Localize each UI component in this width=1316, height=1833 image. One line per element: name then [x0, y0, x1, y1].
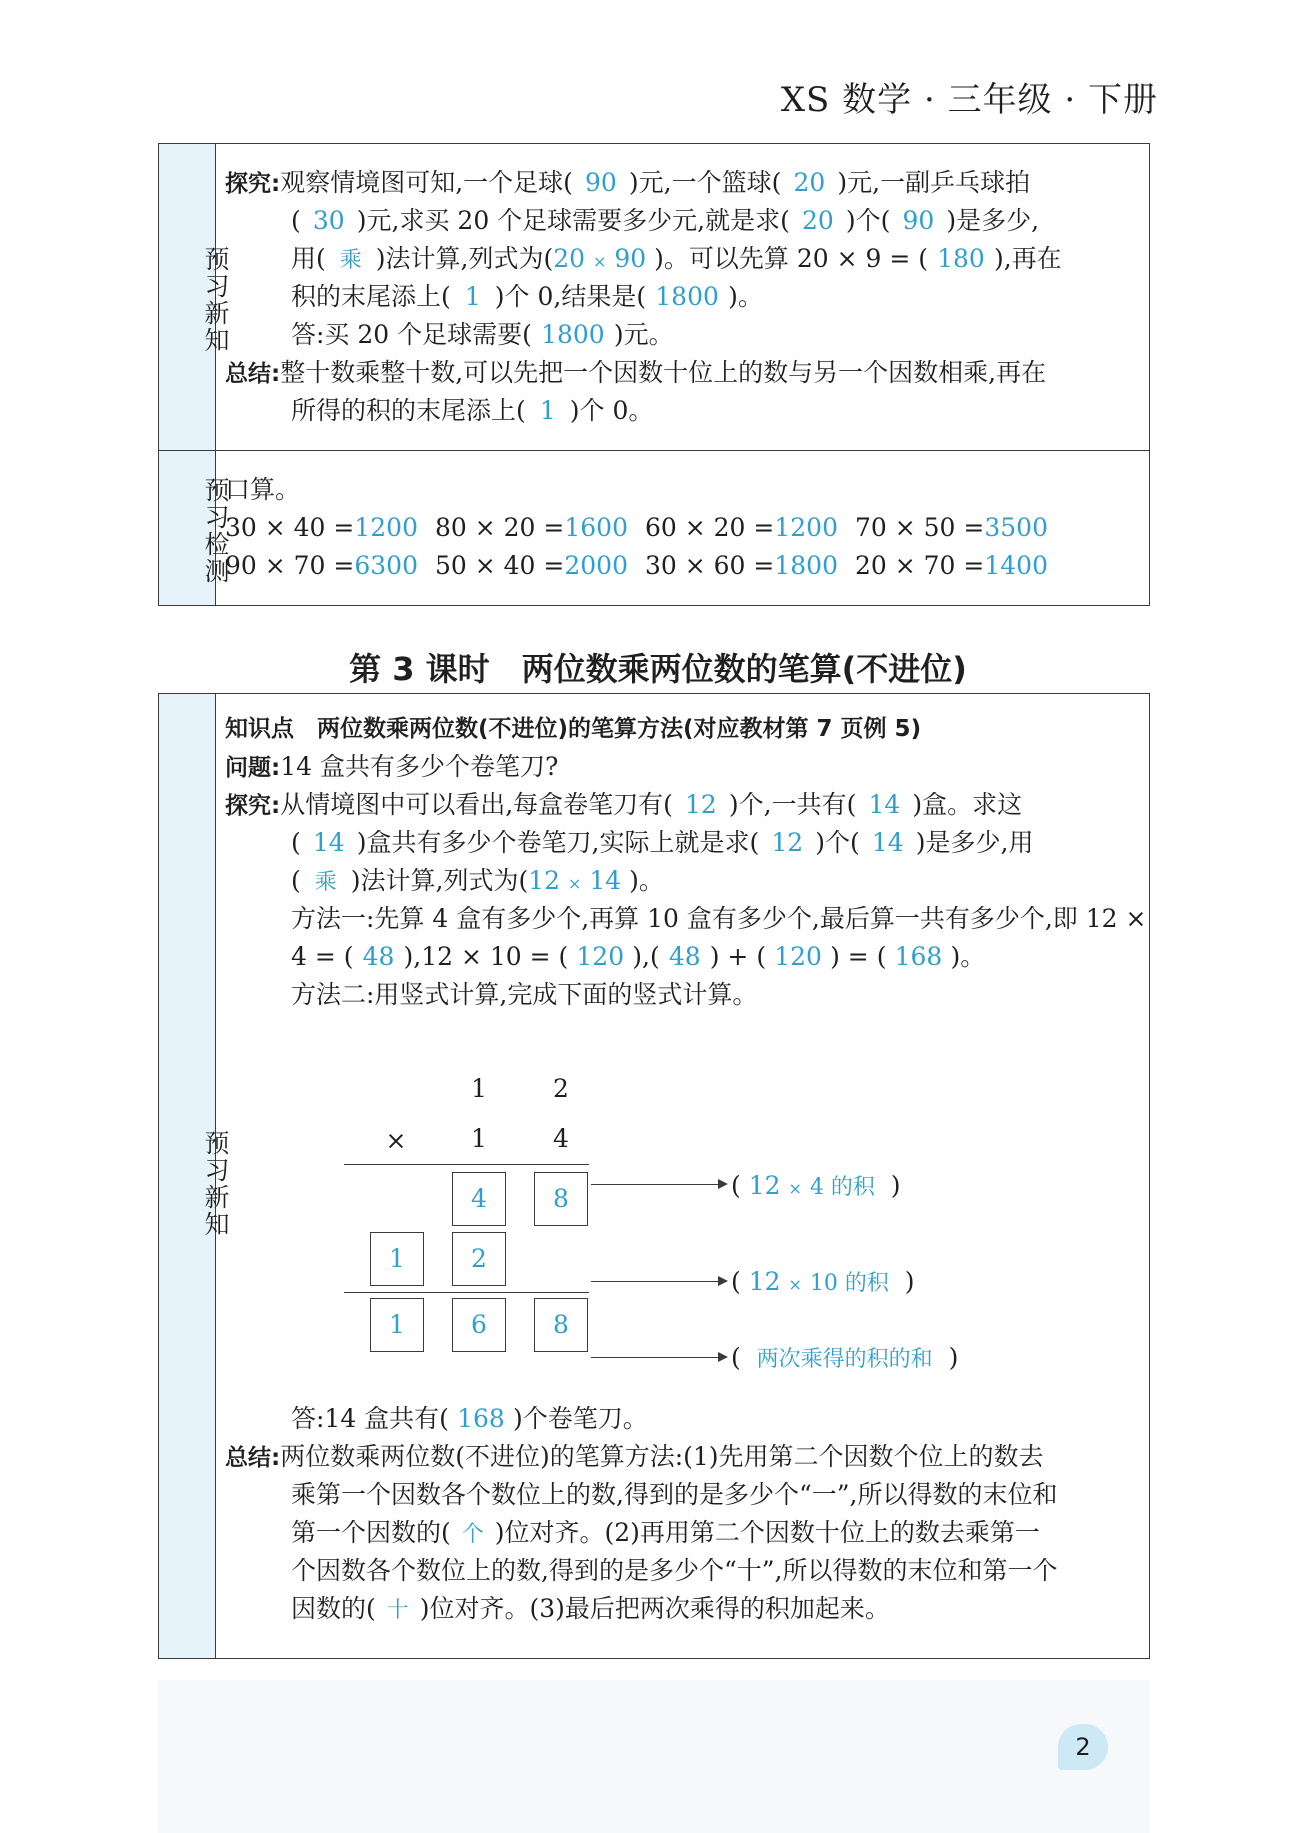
digit: 1	[471, 1074, 487, 1103]
zongjie-line-4: 个因数各个数位上的数,得到的是多少个“十”,所以得数的末位和第一个	[291, 1556, 1058, 1585]
side-label-2	[159, 451, 230, 605]
knowledge-point: 知识点 两位数乘两位数(不进位)的笔算方法(对应教材第 7 页例 5)	[225, 716, 922, 742]
zongjie-line-5: 因数的( 十 )位对齐。(3)最后把两次乘得的积加起来。	[291, 1594, 890, 1623]
zongjie-line-1: 总结:整十数乘整十数,可以先把一个因数十位上的数与另一个因数相乘,再在	[225, 358, 1047, 387]
tanjiu-line-2: ( 30 )元,求买 20 个足球需要多少元,就是求( 20 )个( 90 )是多少,	[291, 206, 1040, 235]
zongjie-line-2: 所得的积的末尾添上( 1 )个 0。	[291, 396, 654, 425]
tanjiu-line-4: 积的末尾添上( 1 )个 0,结果是( 1800 )。	[291, 282, 763, 311]
arrow	[591, 1184, 726, 1185]
answer-line: 答:买 20 个足球需要( 1800 )元。	[291, 320, 674, 349]
tanjiu-line-1: 探究:从情境图中可以看出,每盒卷笔刀有( 12 )个,一共有( 14 )盒。求这	[225, 790, 1023, 819]
side-label-1	[159, 144, 230, 450]
answer-cell: 6	[452, 1298, 506, 1352]
preview-box-2	[158, 693, 1150, 1659]
note-partial-1: ( 12 × 4 的积 )	[731, 1171, 901, 1200]
note-sum: ( 两次乘得的积的和 )	[731, 1343, 959, 1372]
answer-cell: 1	[370, 1298, 424, 1352]
method-two-line: 方法二:用竖式计算,完成下面的竖式计算。	[291, 980, 758, 1009]
lesson-title: 第 3 课时 两位数乘两位数的笔算(不进位)	[349, 650, 967, 688]
rule-line	[344, 1292, 589, 1293]
rule-line	[344, 1164, 589, 1165]
tanjiu-line-1: 探究:观察情境图可知,一个足球( 90 )元,一个篮球( 20 )元,一副乒乓球拍	[225, 168, 1031, 197]
answer-cell: 2	[452, 1232, 506, 1286]
side-label-text: 预习新知	[201, 1130, 230, 1238]
arrow	[591, 1357, 726, 1358]
answer-cell: 1	[370, 1232, 424, 1286]
answer-cell: 8	[534, 1298, 588, 1352]
method-one-line-1: 方法一:先算 4 盒有多少个,再算 10 盒有多少个,最后算一共有多少个,即 12 ×	[291, 904, 1147, 933]
side-label-3	[159, 694, 230, 1658]
zongjie-line-2: 乘第一个因数各个数位上的数,得到的是多少个“一”,所以得数的末位和	[291, 1480, 1058, 1509]
digit: 4	[553, 1124, 569, 1153]
problem-line: 问题:14 盒共有多少个卷笔刀?	[225, 752, 559, 781]
digit: 2	[553, 1074, 569, 1103]
page-header: XS 数学 · 三年级 · 下册	[780, 80, 1158, 120]
oral-calc-intro: 口算。	[225, 475, 301, 504]
tanjiu-line-3: ( 乘 )法计算,列式为(12 × 14 )。	[291, 866, 664, 895]
preview-box-1	[158, 143, 1150, 451]
zongjie-line-1: 总结:两位数乘两位数(不进位)的笔算方法:(1)先用第二个因数个位上的数去	[225, 1442, 1044, 1471]
method-one-line-2: 4 = ( 48 ),12 × 10 = ( 120 ),( 48 ) + ( 120 ) = ( 168 )。	[291, 942, 986, 971]
multiply-sign: ×	[385, 1126, 407, 1155]
digit: 1	[471, 1124, 487, 1153]
note-partial-2: ( 12 × 10 的积 )	[731, 1267, 915, 1296]
tanjiu-line-2: ( 14 )盒共有多少个卷笔刀,实际上就是求( 12 )个( 14 )是多少,用	[291, 828, 1034, 857]
answer-cell: 8	[534, 1172, 588, 1226]
preview-check-box	[158, 450, 1150, 606]
tanjiu-line-3: 用( 乘 )法计算,列式为(20 × 90 )。可以先算 20 × 9 = ( 180 ),再在	[291, 244, 1062, 273]
answer-line: 答:14 盒共有( 168 )个卷笔刀。	[291, 1404, 648, 1433]
calc-row: 30 × 40 =1200 80 × 20 =1600 60 × 20 =1200 70 × 50 =3500	[225, 513, 1048, 542]
zongjie-line-3: 第一个因数的( 个 )位对齐。(2)再用第二个因数十位上的数去乘第一	[291, 1518, 1040, 1547]
footer-band	[158, 1680, 1150, 1833]
arrow	[591, 1281, 726, 1282]
page-number: 2	[1058, 1724, 1108, 1770]
answer-cell: 4	[452, 1172, 506, 1226]
side-label-text: 预习检测	[201, 477, 230, 585]
side-label-text: 预习新知	[201, 246, 230, 354]
calc-row: 90 × 70 =6300 50 × 40 =2000 30 × 60 =1800 20 × 70 =1400	[225, 551, 1048, 580]
